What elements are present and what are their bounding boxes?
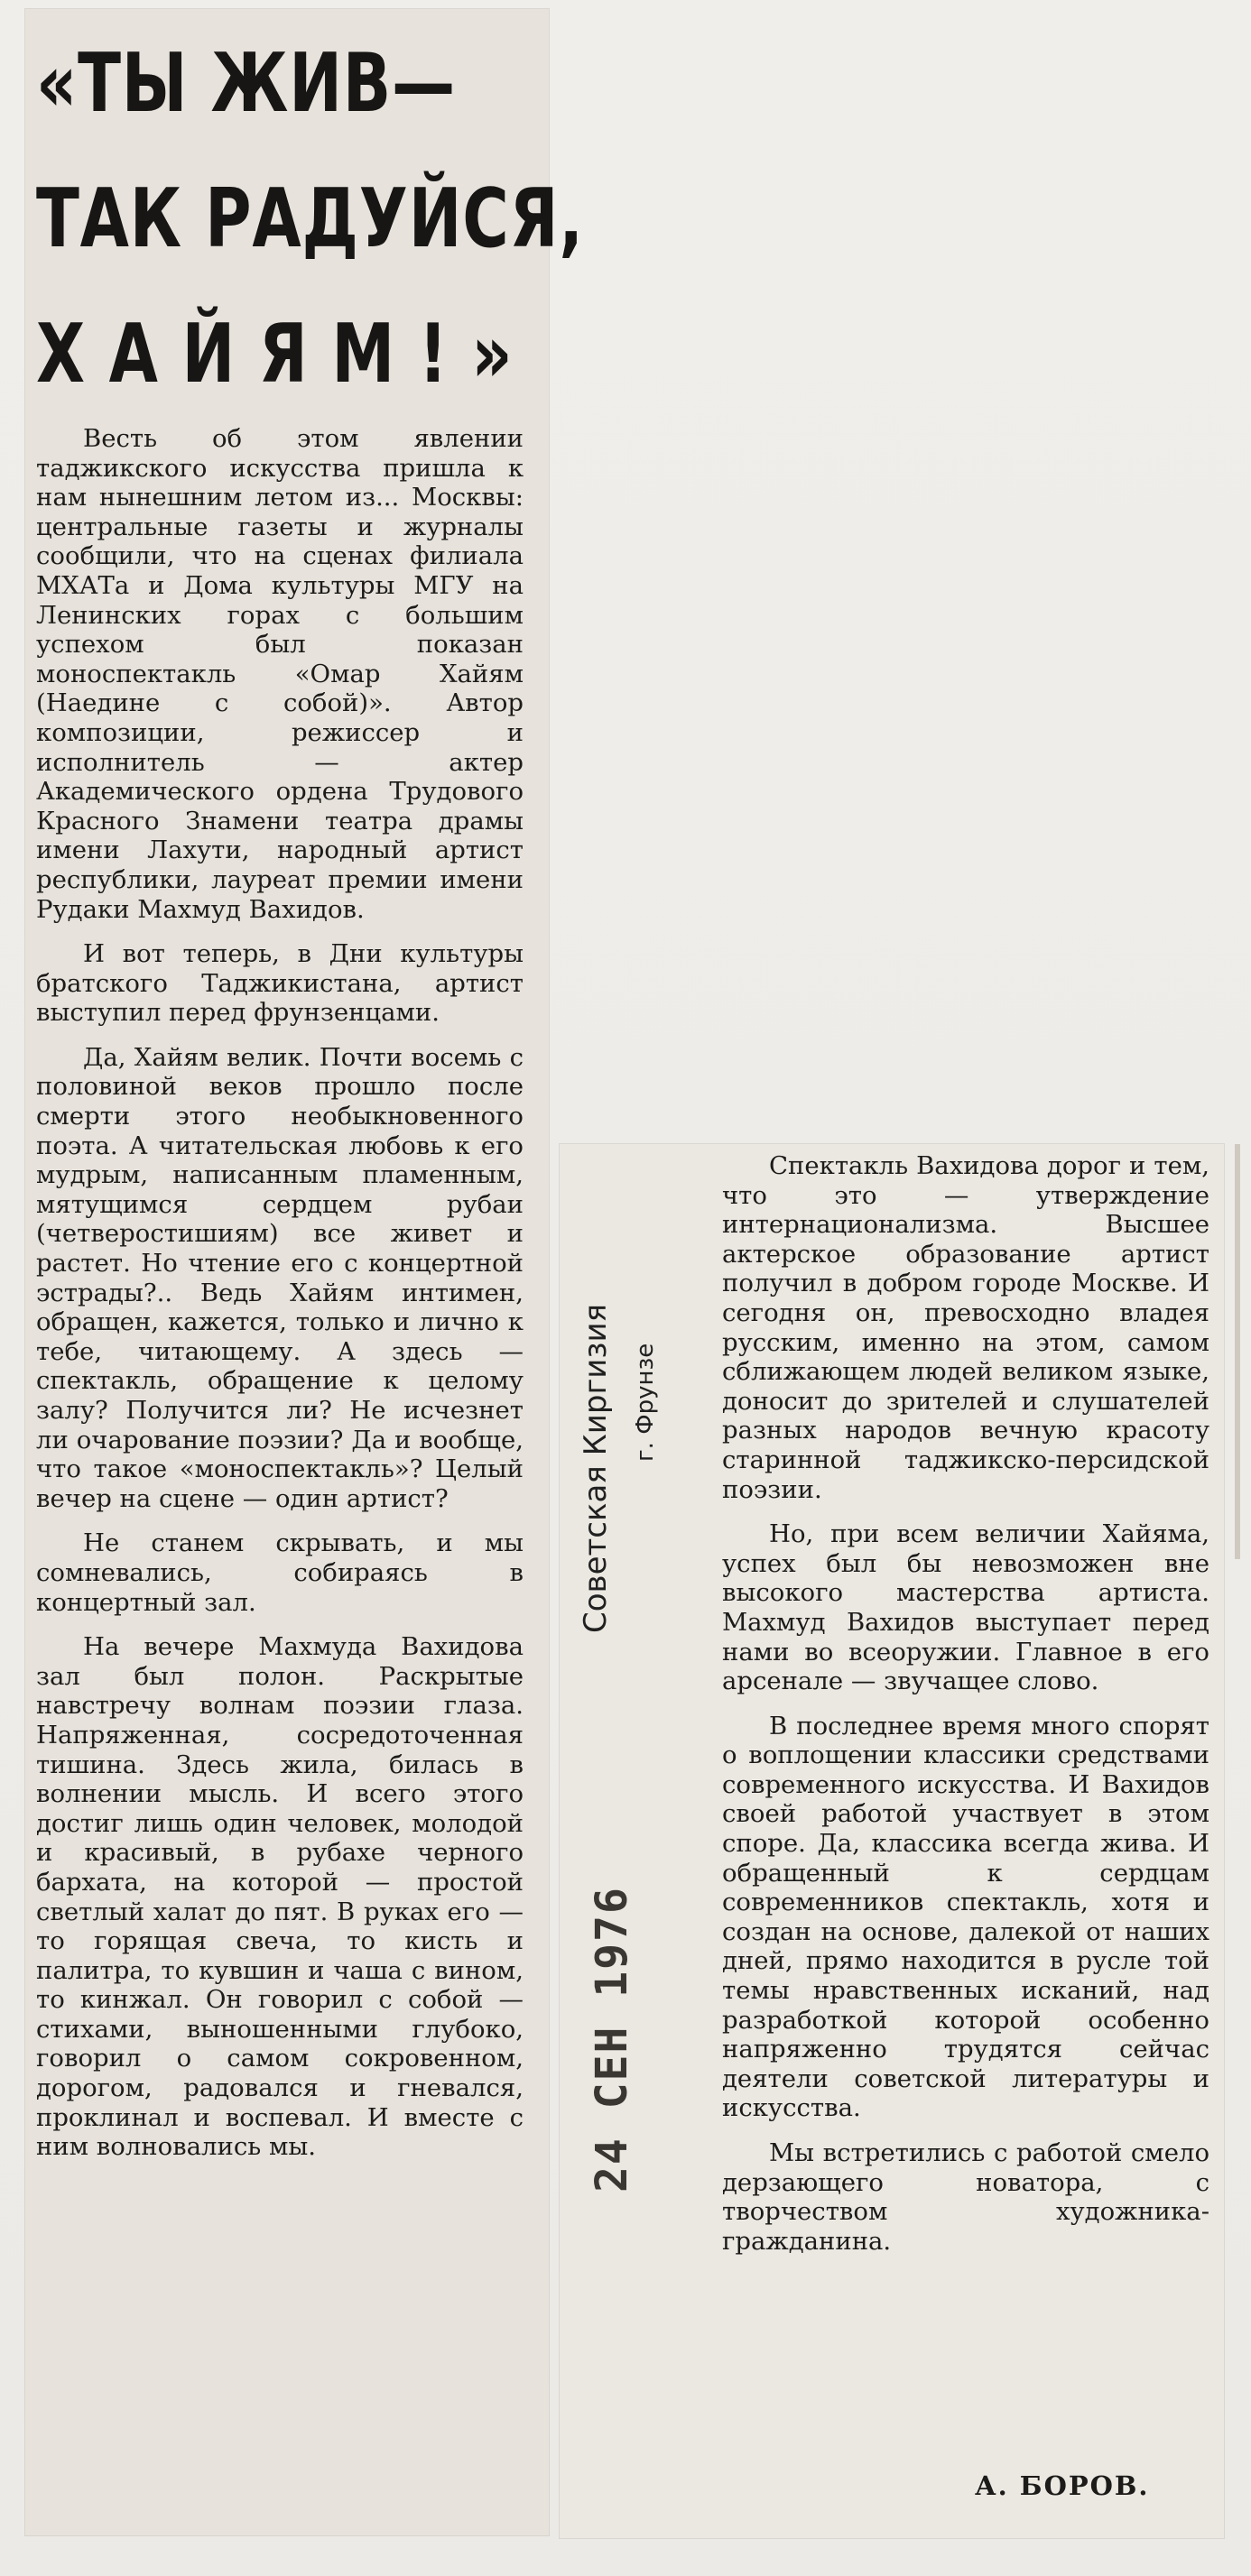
article-column-left [36,424,524,2177]
source-label [578,1164,686,1633]
author-byline: А. БОРОВ. [975,2470,1150,2501]
article-paragraph: Но, при всем величии Хайяма, успех был бы невозможен вне высокого мастерства артиста. Махмуд Вахидов выступает перед нами во всеоружии. Главное в его арсенале — звучащее слово. [722,1519,1209,1696]
newspaper-city: г. Фрунзе [632,1343,659,1462]
headline-line-3: ХАЙЯМ!» [36,307,537,402]
article-column-right [722,1151,1209,2271]
newspaper-name: Советская Киргизия [578,1303,614,1633]
headline-line-2: ТАК РАДУЙСЯ, [36,171,584,266]
article-paragraph: Весть об этом явлении таджикского искусства пришла к нам нынешним летом из... Москвы: центральные газеты и журналы сообщили, что на сценах филиала МХАТа и Дома культуры МГУ на Ленинских горах с большим успехом был показан моноспектакль «Омар Хайям (Наедине с собой)». Автор композиции, режиссер и исполнитель — актер Академического ордена Трудового Красного Знамени театра драмы имени Лахути, народный артист республики, лауреат премии имени Рудаки Махмуд Вахидов. [36,424,524,924]
clipping-edge-shadow [1235,1144,1240,1559]
headline-line-1: «ТЫ ЖИВ— [36,36,457,131]
article-headline [36,16,584,422]
date-stamp: 24 СЕН 1976 [587,1886,637,2193]
article-paragraph: Спектакль Вахидова дорог и тем, что это — утверждение интернационализма. Высшее актерское образование артист получил в добром городе Москве. И сегодня он, превосходно владея русским, именно на этом, самом сближающем людей великом языке, доносит до зрителей и слушателей разных народов вечную красоту старинной таджикско-персидской поэзии. [722,1151,1209,1504]
article-paragraph: На вечере Махмуда Вахидова зал был полон. Раскрытые навстречу волнам поэзии глаза. Напряженная, сосредоточенная тишина. Здесь жила, билась в волнении мысль. И всего этого достиг лишь один человек, молодой и красивый, в рубахе черного бархата, на которой — простой светлый халат до пят. В руках его — то горящая свеча, то кисть и палитра, то кувшин и чаша с вином, то кинжал. Он говорил с собой — стихами, выношенными глубоко, говорил о самом сокровенном, дорогом, радовался и гневался, проклинал и воспевал. И вместе с ним волновались мы. [36,1632,524,2162]
article-paragraph: И вот теперь, в Дни культуры братского Таджикистана, артист выступил перед фрунзенцами. [36,939,524,1028]
article-paragraph: Мы встретились с работой смело дерзающего новатора, с творчеством художника-гражданина. [722,2138,1209,2256]
article-paragraph: В последнее время много спорят о воплощении классики средствами современного искусства. И Вахидов своей работой участвует в этом споре. Да, классика всегда жива. И обращенный к сердцам современников спектакль, хотя и создан на основе, далекой от наших дней, прямо находится в русле той темы нравственных исканий, над разработкой которой особенно напряженно трудятся сейчас деятели советской литературы и искусства. [722,1711,1209,2123]
article-paragraph: Да, Хайям велик. Почти восемь с половиной веков прошло после смерти этого необыкновенного поэта. А читательская любовь к его мудрым, написанным пламенным, мятущимся сердцем рубаи (четверостишиям) все живет и растет. Но чтение его с концертной эстрады?.. Ведь Хайям интимен, обращен, кажется, только и лично к тебе, читающему. А здесь — спектакль, обращение к целому залу? Получится ли? Не исчезнет ли очарование поэзии? Да и вообще, что такое «моноспектакль»? Целый вечер на сцене — один артист? [36,1042,524,1513]
article-paragraph: Не станем скрывать, и мы сомневались, собираясь в концертный зал. [36,1528,524,1617]
